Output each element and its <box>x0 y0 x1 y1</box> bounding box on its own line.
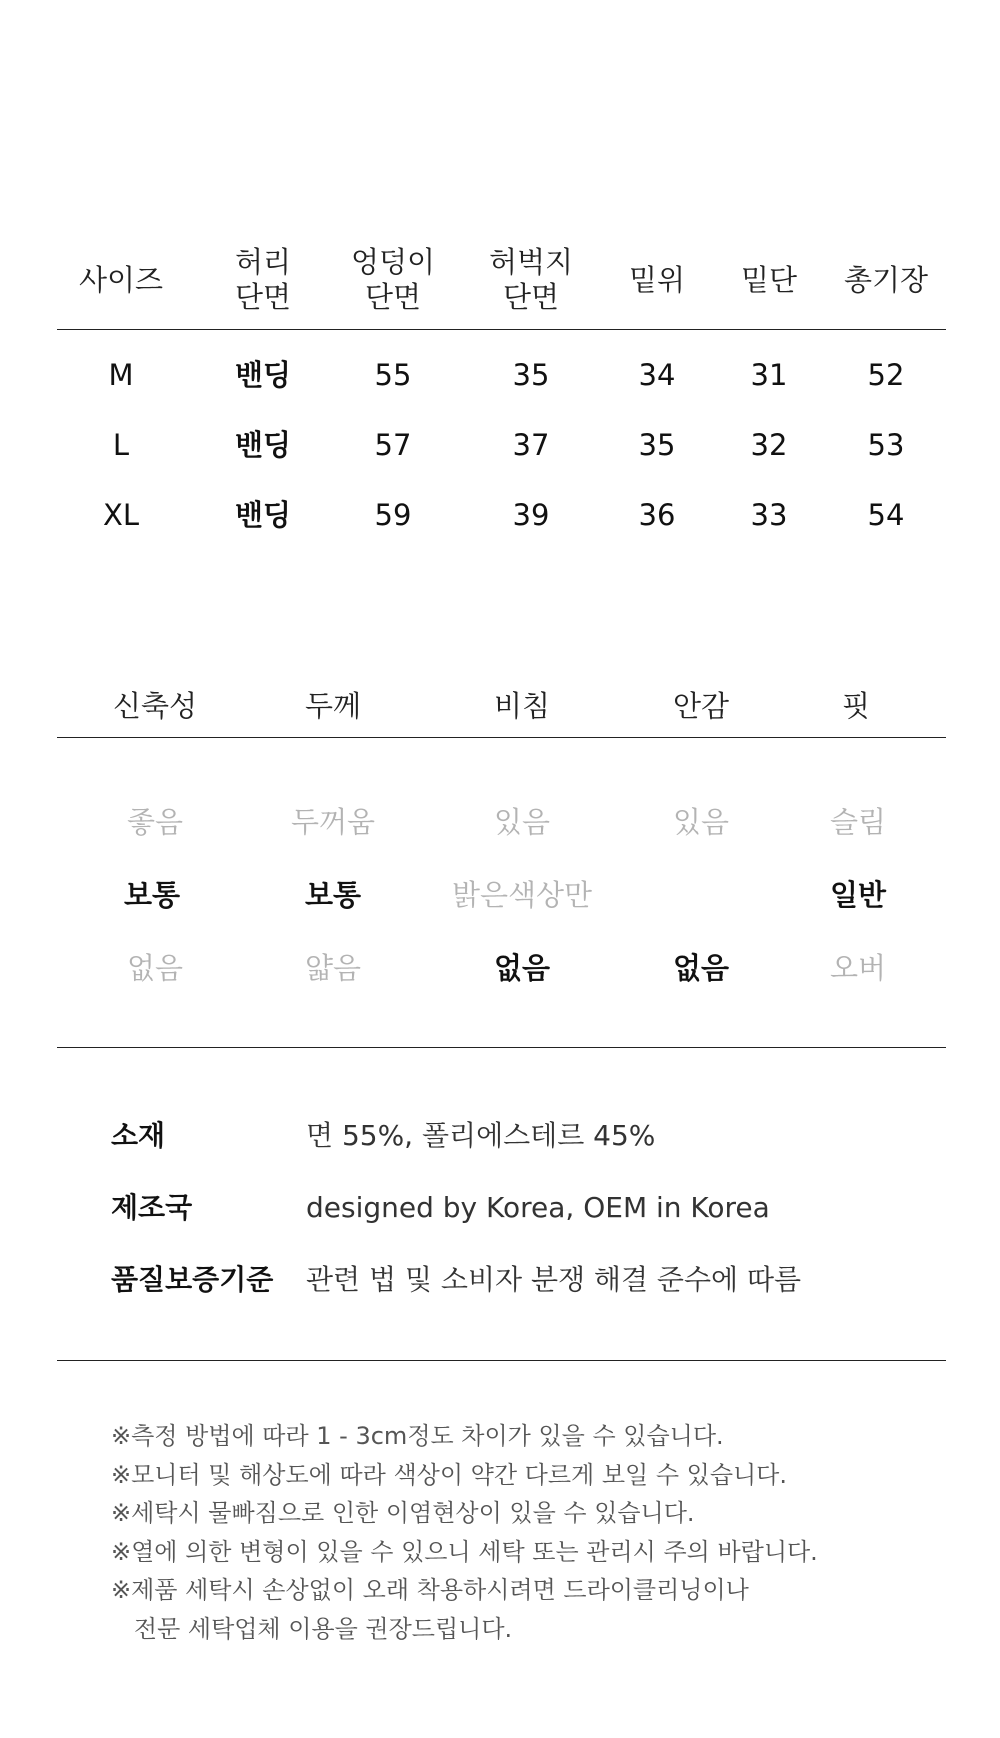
size-cell: 33 <box>750 498 788 532</box>
property-option: 있음 <box>493 805 551 839</box>
size-cell: 52 <box>867 358 905 392</box>
size-row-xl <box>0 490 1000 540</box>
note-line: ※측정 방법에 따라 1 - 3cm정도 차이가 있을 수 있습니다. <box>111 1422 724 1450</box>
property-header-fit: 핏 <box>841 689 870 723</box>
note-line: ※모니터 및 해상도에 따라 색상이 약간 다르게 보일 수 있습니다. <box>111 1460 787 1489</box>
size-header-divider <box>57 329 946 330</box>
size-cell: 54 <box>867 498 905 532</box>
property-option: 있음 <box>672 805 730 839</box>
size-header-length: 총기장 <box>843 263 929 297</box>
property-option: 일반 <box>829 878 887 912</box>
size-header-hem: 밑단 <box>740 263 798 297</box>
property-option: 좋음 <box>126 805 184 839</box>
size-cell: 39 <box>512 498 550 532</box>
size-cell: 34 <box>638 358 676 392</box>
info-value-origin: designed by Korea, OEM in Korea <box>306 1191 770 1224</box>
info-value-material: 면 55%, 폴리에스테르 45% <box>306 1119 656 1152</box>
note-line: ※세탁시 물빠짐으로 인한 이염현상이 있을 수 있습니다. <box>111 1499 695 1528</box>
size-header-rise: 밑위 <box>628 263 686 297</box>
info-label-origin: 제조국 <box>111 1191 193 1224</box>
size-cell: 36 <box>638 498 676 532</box>
size-cell: 밴딩 <box>234 428 292 462</box>
size-cell: 밴딩 <box>234 498 292 532</box>
info-label-material: 소재 <box>111 1119 166 1152</box>
info-value-quality: 관련 법 및 소비자 분쟁 해결 준수에 따름 <box>306 1263 802 1296</box>
property-header-divider <box>57 737 946 738</box>
care-notes <box>111 1417 941 1649</box>
note-line: ※열에 의한 변형이 있을 수 있으니 세탁 또는 관리시 주의 바랍니다. <box>111 1537 818 1566</box>
size-header-size: 사이즈 <box>78 263 164 297</box>
note-line: 전문 세탁업체 이용을 권장드립니다. <box>111 1614 513 1643</box>
size-cell: 32 <box>750 428 788 462</box>
size-cell: M <box>108 358 134 392</box>
property-option: 밝은색상만 <box>451 878 593 912</box>
size-cell: 밴딩 <box>234 358 292 392</box>
property-option: 보통 <box>304 878 362 912</box>
property-header-thickness: 두께 <box>304 689 362 723</box>
size-cell: 57 <box>374 428 412 462</box>
info-bottom-divider <box>57 1360 946 1361</box>
property-header-sheerness: 비침 <box>493 689 551 723</box>
note-line: ※제품 세탁시 손상없이 오래 착용하시려면 드라이클리닝이나 <box>111 1576 749 1605</box>
size-header-thigh: 허벅지 단면 <box>488 245 574 314</box>
property-option: 슬림 <box>829 805 887 839</box>
size-header-waist: 허리 단면 <box>234 245 292 314</box>
property-option: 보통 <box>123 878 181 912</box>
size-cell: L <box>112 428 130 462</box>
property-option: 오버 <box>829 951 887 985</box>
size-cell: 59 <box>374 498 412 532</box>
property-header-lining: 안감 <box>672 689 730 723</box>
size-table-header <box>0 245 1000 325</box>
size-cell: XL <box>102 498 140 532</box>
info-label-quality: 품질보증기준 <box>111 1263 274 1296</box>
property-option: 얇음 <box>304 951 362 985</box>
size-cell: 35 <box>638 428 676 462</box>
size-row-m <box>0 350 1000 400</box>
size-cell: 53 <box>867 428 905 462</box>
property-option: 없음 <box>493 951 551 985</box>
size-cell: 55 <box>374 358 412 392</box>
size-cell: 31 <box>750 358 788 392</box>
property-bottom-divider <box>57 1047 946 1048</box>
size-row-l <box>0 420 1000 470</box>
size-cell: 35 <box>512 358 550 392</box>
size-header-hip: 엉덩이 단면 <box>350 245 436 314</box>
property-option: 없음 <box>126 951 184 985</box>
size-cell: 37 <box>512 428 550 462</box>
property-option: 없음 <box>672 951 730 985</box>
property-option: 두꺼움 <box>290 805 376 839</box>
property-header-stretch: 신축성 <box>112 689 198 723</box>
